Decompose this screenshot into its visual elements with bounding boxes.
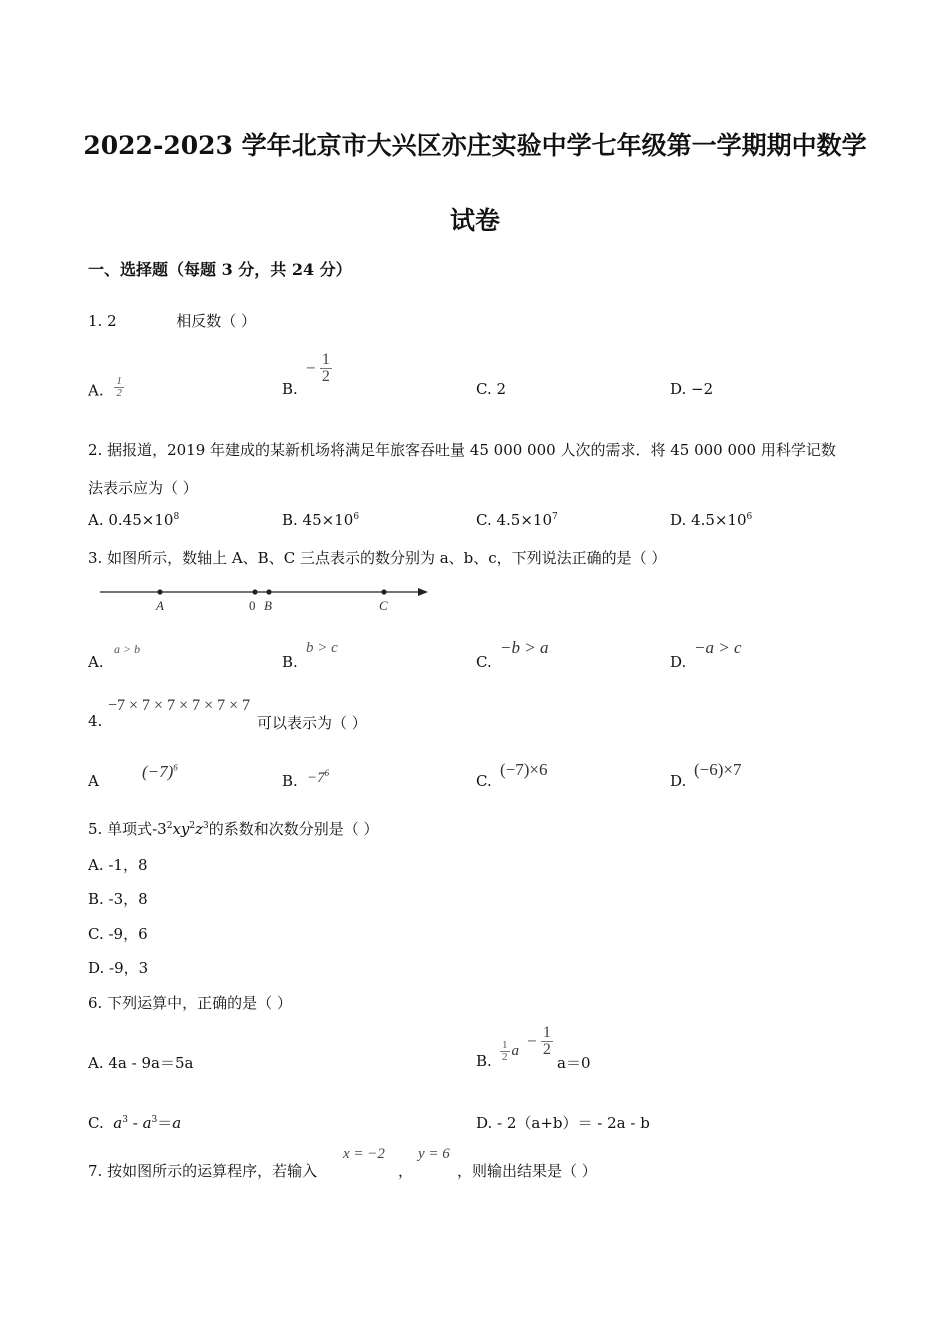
q3-option-a-label: A.	[88, 653, 104, 671]
q3-option-b-label: B.	[282, 653, 298, 671]
q6-option-b-math: $\frac{1}{2}$ a	[502, 1039, 519, 1063]
q3-option-d-math: −a > c	[694, 638, 742, 657]
q4-option-c-label: C.	[476, 772, 492, 790]
q6-stem: 6. 下列运算中，正确的是（ ）	[88, 994, 292, 1012]
q1-a-num: 1	[116, 375, 122, 387]
q4-option-a-math	[142, 762, 178, 782]
q4-b-base: −7	[307, 770, 325, 786]
q4-option-c-math: (−7)×6	[500, 760, 548, 779]
q4-option-b-math	[307, 770, 329, 787]
q2-a-base: A. 0.45×10	[88, 511, 174, 529]
q6-option-b-tail: a＝0	[557, 1054, 591, 1072]
q2-stem-line2: 法表示应为（ ）	[88, 479, 198, 497]
q1-b-den: 2	[321, 368, 330, 385]
q4-num: 4.	[88, 712, 103, 730]
q1-option-d: D. −2	[670, 380, 714, 398]
q4-expression: −7 × 7 × 7 × 7 × 7 × 7	[108, 697, 251, 714]
q1-option-c: C. 2	[476, 380, 507, 398]
q4-option-a-label: A	[88, 772, 99, 790]
q6-option-b-minus-frac: − $\frac{1}{2}$	[527, 1024, 551, 1058]
number-line-arrow	[418, 588, 428, 596]
q3-option-b-math: b > c	[306, 640, 338, 656]
q2-option-d	[670, 511, 752, 529]
q6-b-frac2	[541, 1025, 553, 1058]
q7-separator: ，	[398, 1162, 414, 1180]
q4-a-base: (−7)	[142, 762, 174, 781]
q1-stem	[88, 310, 256, 331]
q3-option-a-math: a > b	[114, 642, 141, 656]
q7-x-math: x = −2	[343, 1146, 385, 1162]
point-zero-dot	[252, 589, 257, 594]
q6-b-frac1-den: 2	[502, 1051, 508, 1063]
q5-option-b: B. -3，8	[88, 890, 148, 908]
point-a-dot	[157, 589, 162, 594]
q1-b-label: B.	[282, 380, 298, 398]
q2-stem-line1: 2. 据报道，2019 年建成的某新机场将满足年旅客吞吐量 45 000 000 人次的需求．将 45 000 000 用科学记数	[88, 441, 836, 459]
point-b-dot	[266, 589, 271, 594]
point-zero-label: 0	[249, 598, 256, 613]
q2-c-exp: 7	[552, 512, 558, 522]
q3-option-c-label: C.	[476, 653, 492, 671]
q2-option-a	[88, 511, 179, 529]
q7-stem-pre: 7. 按如图所示的运算程序，若输入	[88, 1162, 318, 1180]
q3-option-c-math: −b > a	[500, 638, 549, 657]
q4-option-d-math: (−6)×7	[694, 760, 742, 779]
q1-b-fraction	[320, 352, 332, 385]
q6-option-d: D. - 2（a+b）＝ - 2a - b	[476, 1114, 650, 1132]
q1-option-a	[88, 375, 124, 403]
q5-option-c: C. -9，6	[88, 925, 148, 943]
q1-b-sign: −	[306, 358, 316, 378]
q4-b-exp: 6	[324, 768, 330, 778]
q6-b-frac1	[500, 1040, 510, 1063]
point-c-label: C	[379, 598, 388, 613]
q5-stem-pre: 5. 单项式-3	[88, 820, 167, 838]
q1-option-b	[282, 380, 298, 398]
q6-option-a: A. 4a - 9a＝5a	[88, 1054, 194, 1072]
q1-stem-num: 1. 2	[88, 312, 117, 330]
q7-stem-tail: ，则输出结果是（ ）	[457, 1162, 597, 1180]
q1-a-label: A.	[88, 381, 104, 400]
q2-a-exp: 8	[173, 512, 180, 522]
q2-option-b	[282, 511, 359, 529]
q6-option-c: C. $a^3 - a^3=a$	[88, 1114, 182, 1132]
q5-stem: 5. 单项式$-3^2xy^2z^3$的系数和次数分别是（ ）	[88, 820, 379, 838]
q4-option-d-label: D.	[670, 772, 687, 790]
q1-a-fraction	[114, 376, 124, 399]
point-b-label: B	[264, 598, 272, 613]
q1-a-den: 2	[116, 387, 122, 399]
q4-a-exp: 6	[173, 762, 178, 773]
page-title-line2: 试卷	[449, 206, 500, 235]
point-c-dot	[381, 589, 386, 594]
q1-b-num: 1	[321, 351, 330, 368]
q4-stem-tail: 可以表示为（ ）	[257, 714, 367, 732]
q6-b-frac1-num: 1	[502, 1039, 508, 1051]
number-line-figure	[100, 580, 430, 614]
q3-stem: 3. 如图所示，数轴上 A、B、C 三点表示的数分别为 a、b、c，下列说法正确的是（ ）	[88, 549, 667, 567]
section-heading: 一、选择题（每题 3 分，共 24 分）	[88, 260, 352, 279]
q2-b-exp: 6	[353, 512, 360, 522]
q5-option-a: A. -1，8	[88, 856, 148, 874]
q2-b-base: B. 45×10	[282, 511, 354, 529]
q2-option-c	[476, 511, 558, 529]
q2-d-exp: 6	[746, 512, 753, 522]
page-title-line1: 2022-2023 学年北京市大兴区亦庄实验中学七年级第一学期期中数学	[83, 131, 867, 160]
q6-b-frac2-den: 2	[542, 1041, 551, 1058]
q2-d-base: D. 4.5×10	[670, 511, 747, 529]
q2-c-base: C. 4.5×10	[476, 511, 552, 529]
point-a-label: A	[156, 598, 164, 613]
q5-option-d: D. -9，3	[88, 959, 149, 977]
q7-y-math: y = 6	[418, 1146, 450, 1162]
q6-option-b-label: B.	[476, 1052, 492, 1070]
q3-option-d-label: D.	[670, 653, 687, 671]
q5-stem-tail: 的系数和次数分别是（ ）	[208, 820, 379, 838]
q1-stem-text: 相反数（ ）	[176, 312, 256, 330]
q4-option-b-label: B.	[282, 772, 298, 790]
q1-b-math	[306, 352, 332, 385]
q6-b-frac2-num: 1	[542, 1024, 551, 1041]
q6-c-label: C.	[88, 1114, 104, 1132]
